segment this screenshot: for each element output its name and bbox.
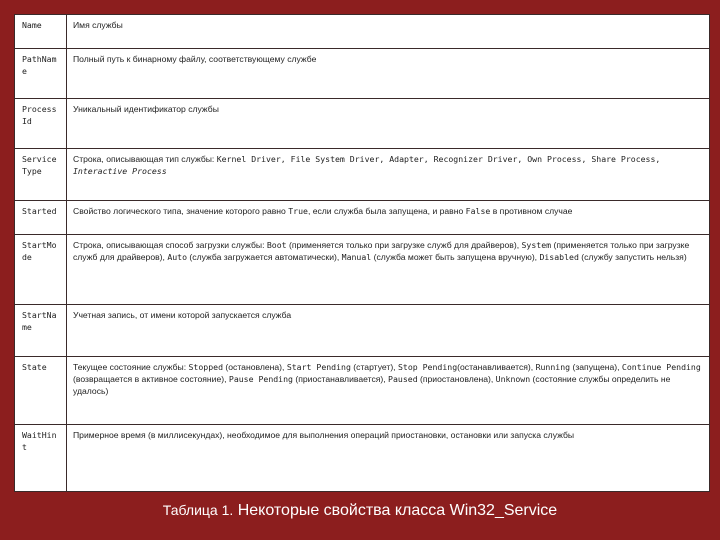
description-text: Строка, описывающая тип службы: <box>73 154 217 164</box>
table-caption <box>0 502 720 520</box>
code-term: False <box>465 206 491 216</box>
caption-title: Некоторые свойства класса Win32_Service <box>233 502 558 519</box>
description-text: Уникальный идентификатор службы <box>73 104 219 114</box>
property-description <box>67 99 710 149</box>
description-text: (служба загружается автоматически), <box>187 252 342 262</box>
code-term: Paused <box>388 374 418 384</box>
property-description <box>67 425 710 492</box>
code-term: Boot <box>266 240 287 250</box>
property-name: Started <box>15 201 67 235</box>
table-row <box>15 201 710 235</box>
property-name: StartName <box>15 305 67 357</box>
property-description <box>67 149 710 201</box>
property-name: Name <box>15 15 67 49</box>
code-term: Interactive Process <box>73 166 167 176</box>
property-name: ServiceType <box>15 149 67 201</box>
property-description <box>67 15 710 49</box>
code-term: System <box>521 240 552 250</box>
description-text: , если служба была запущена, и равно <box>307 206 466 216</box>
code-term: Running <box>535 362 571 372</box>
properties-table-wrapper <box>14 14 710 492</box>
description-text: (служба может быть запущена вручную), <box>371 252 540 262</box>
description-text: (состояние службы определить не удалось) <box>73 374 671 396</box>
property-name: ProcessId <box>15 99 67 149</box>
description-text: Полный путь к бинарному файлу, соответствующему службе <box>73 54 317 64</box>
code-term: Continue Pending <box>621 362 701 372</box>
code-term: Disabled <box>539 252 579 262</box>
description-text: (останавливается), <box>457 362 536 372</box>
property-description <box>67 235 710 305</box>
property-description <box>67 49 710 99</box>
table-row <box>15 425 710 492</box>
property-description <box>67 305 710 357</box>
table-row <box>15 235 710 305</box>
table-row <box>15 305 710 357</box>
property-name: WaitHint <box>15 425 67 492</box>
code-term: True <box>288 206 308 216</box>
property-name: State <box>15 357 67 425</box>
description-text: Свойство логического типа, значение которого равно <box>73 206 289 216</box>
table-row <box>15 49 710 99</box>
description-text: (возвращается в активное состояние), <box>73 374 229 384</box>
description-text: в противном случае <box>490 206 573 216</box>
description-text: Текущее состояние службы: <box>73 362 189 372</box>
description-text: Примерное время (в миллисекундах), необходимое для выполнения операций приостановки, остановки или запуска службы <box>73 430 575 440</box>
property-description <box>67 357 710 425</box>
code-term: Start Pending <box>286 362 351 372</box>
code-term: Pause Pending <box>228 374 293 384</box>
description-text: (приостанавливается), <box>292 374 389 384</box>
table-row <box>15 149 710 201</box>
description-text: Учетная запись, от имени которой запускается служба <box>73 310 292 320</box>
description-text: (запущена), <box>570 362 622 372</box>
property-name: PathName <box>15 49 67 99</box>
description-text: (применяется только при загрузке служб для драйверов), <box>286 240 522 250</box>
property-name: StartMode <box>15 235 67 305</box>
properties-table-body <box>15 15 710 492</box>
description-text: (применяется только при загрузке служб для драйверов), <box>73 240 690 262</box>
table-row <box>15 99 710 149</box>
description-text: (приостановлена), <box>417 374 496 384</box>
table-row <box>15 357 710 425</box>
caption-prefix: Таблица 1. <box>162 502 234 518</box>
property-description <box>67 201 710 235</box>
code-term: Stopped <box>188 362 224 372</box>
code-term: Manual <box>341 252 372 262</box>
description-text: (службу запустить нельзя) <box>578 252 687 262</box>
code-term: Kernel Driver, File System Driver, Adapter, Recognizer Driver, Own Process, Share Process, <box>216 154 661 164</box>
table-row <box>15 15 710 49</box>
code-term: Stop Pending <box>397 362 458 372</box>
description-text: (стартует), <box>350 362 398 372</box>
description-text: Имя службы <box>73 20 123 30</box>
properties-table <box>14 14 710 492</box>
code-term: Auto <box>167 252 188 262</box>
code-term: Unknown <box>495 374 531 384</box>
description-text: (остановлена), <box>223 362 287 372</box>
description-text: Строка, описывающая способ загрузки службы: <box>73 240 267 250</box>
